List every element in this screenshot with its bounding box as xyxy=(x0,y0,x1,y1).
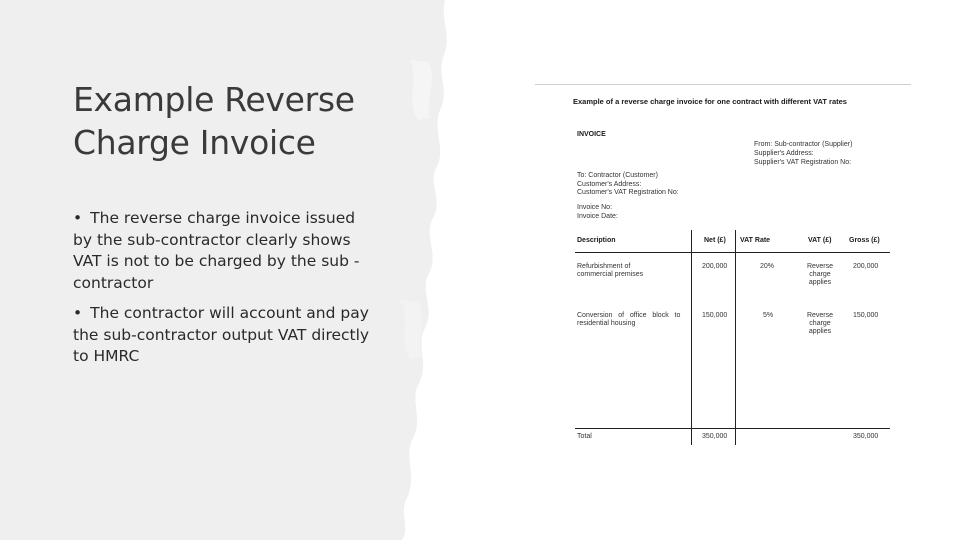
slide-title-line-2: Charge Invoice xyxy=(73,123,316,162)
slide-title xyxy=(73,78,403,164)
row-net: 150,000 xyxy=(702,312,728,319)
total-gross: 350,000 xyxy=(853,433,879,440)
to-line: Customer's VAT Registration No: xyxy=(577,189,679,196)
bullet-dot: • xyxy=(73,304,83,322)
column-header-description: Description xyxy=(577,237,616,244)
from-line: Supplier's VAT Registration No: xyxy=(754,159,852,166)
invoice-image xyxy=(535,84,911,446)
row-vat xyxy=(803,312,837,336)
row-description-line: Refurbishment of xyxy=(577,263,631,270)
invoice-from-block xyxy=(754,140,852,167)
row-vat-line: applies xyxy=(808,279,832,286)
bullet-item xyxy=(73,303,373,368)
table-column-divider xyxy=(691,230,692,445)
to-line: Customer's Address: xyxy=(577,180,642,188)
invoice-heading: Example of a reverse charge invoice for one contract with different VAT rates xyxy=(573,97,847,106)
invoice-label: INVOICE xyxy=(577,131,606,138)
column-header-vat: VAT (£) xyxy=(808,237,832,244)
column-header-vat-rate: VAT Rate xyxy=(740,237,771,244)
from-line: Supplier's Address: xyxy=(754,150,814,157)
table-header-rule xyxy=(575,252,890,253)
invoice-no-line: Invoice No: xyxy=(577,204,613,211)
invoice-date-line: Invoice Date: xyxy=(577,212,618,220)
bullet-text: The reverse charge invoice issued by the sub-contractor clearly shows VAT is not to be charged by the sub -contractor xyxy=(73,209,360,292)
total-label: Total xyxy=(577,433,592,440)
row-gross: 150,000 xyxy=(853,312,879,319)
row-net: 200,000 xyxy=(702,263,728,270)
row-vat-line: Reverse xyxy=(806,263,834,270)
row-gross: 200,000 xyxy=(853,263,879,270)
invoice-to-block xyxy=(577,172,679,198)
row-description-line: commercial premises xyxy=(577,271,644,278)
slide-title-line-1: Example Reverse xyxy=(73,80,355,119)
invoice-top-rule xyxy=(535,84,911,85)
row-description-line: residential housing xyxy=(577,320,636,327)
row-description-line: Conversion of office block to xyxy=(577,312,681,319)
row-vat xyxy=(803,263,837,287)
column-header-gross: Gross (£) xyxy=(849,237,880,244)
row-vat-line: charge xyxy=(809,320,831,327)
row-vat-line: Reverse xyxy=(806,312,834,319)
column-header-net: Net (£) xyxy=(704,237,726,244)
table-column-divider xyxy=(735,230,736,445)
to-line: To: Contractor (Customer) xyxy=(577,172,658,179)
from-line: From: Sub-contractor (Supplier) xyxy=(754,141,853,148)
bullet-item xyxy=(73,208,373,294)
total-net: 350,000 xyxy=(702,433,728,440)
bullet-list xyxy=(73,208,373,377)
bullet-dot: • xyxy=(73,209,83,227)
row-vat-rate: 5% xyxy=(763,312,774,319)
row-description xyxy=(577,263,643,279)
table-total-rule xyxy=(575,428,890,429)
bullet-text: The contractor will account and pay the sub-contractor output VAT directly to HMRC xyxy=(73,304,370,365)
invoice-number-block xyxy=(577,204,618,221)
row-vat-rate: 20% xyxy=(760,263,775,270)
row-vat-line: charge xyxy=(809,271,831,278)
row-description xyxy=(577,312,689,328)
row-vat-line: applies xyxy=(808,328,832,335)
